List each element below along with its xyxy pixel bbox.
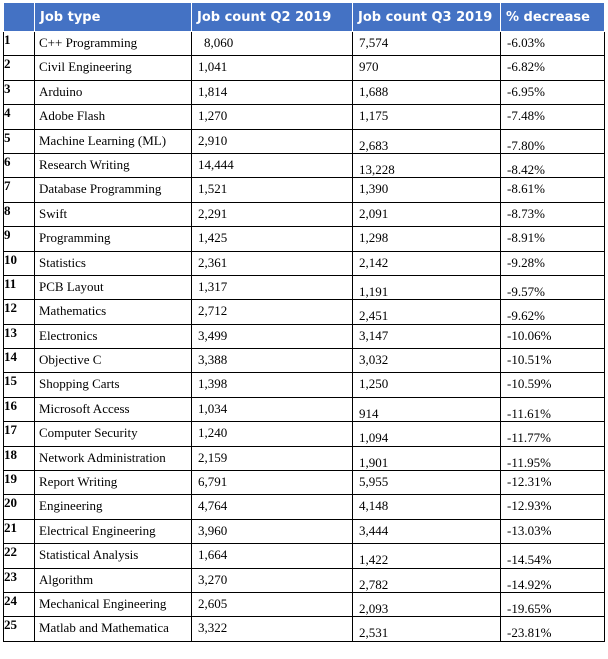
row-index: 20 xyxy=(4,495,35,519)
decrease-cell-text: -14.92% xyxy=(507,576,552,592)
q3-count-cell xyxy=(353,32,501,56)
table-row xyxy=(4,178,605,202)
q2-count-cell-text: 1,240 xyxy=(198,425,228,441)
q2-count-cell xyxy=(192,202,353,226)
q3-count-cell xyxy=(353,178,501,202)
table-row xyxy=(4,275,605,299)
q3-count-cell-text: 2,142 xyxy=(359,254,389,270)
job-type-cell xyxy=(35,300,192,324)
q3-count-cell-text: 2,782 xyxy=(359,576,389,592)
job-type-cell-text: Swift xyxy=(39,205,68,221)
job-type-cell xyxy=(35,227,192,251)
row-index: 10 xyxy=(4,251,35,275)
row-index: 9 xyxy=(4,227,35,251)
job-type-cell-text: Civil Engineering xyxy=(39,59,132,75)
decrease-cell xyxy=(501,32,605,56)
q2-count-cell-text: 1,664 xyxy=(198,547,228,563)
job-type-cell xyxy=(35,153,192,177)
job-type-cell-text: Report Writing xyxy=(39,474,118,490)
header-decrease: % decrease xyxy=(501,3,605,32)
q3-count-cell-text: 4,148 xyxy=(359,498,389,514)
decrease-cell xyxy=(501,397,605,421)
header-job-type: Job type xyxy=(35,3,192,32)
row-index: 4 xyxy=(4,105,35,129)
q2-count-cell xyxy=(192,592,353,616)
table-row xyxy=(4,568,605,592)
table-row xyxy=(4,373,605,397)
row-index: 3 xyxy=(4,80,35,104)
job-type-cell-text: Shopping Carts xyxy=(39,376,120,392)
q2-count-cell xyxy=(192,446,353,470)
decrease-cell-text: -9.62% xyxy=(507,308,545,324)
table-row xyxy=(4,105,605,129)
table-row xyxy=(4,446,605,470)
decrease-cell xyxy=(501,300,605,324)
q3-count-cell-text: 1,298 xyxy=(359,230,389,246)
row-index: 17 xyxy=(4,422,35,446)
job-type-cell xyxy=(35,349,192,373)
row-index: 25 xyxy=(4,617,35,641)
q3-count-cell xyxy=(353,80,501,104)
table-row xyxy=(4,519,605,543)
row-index: 16 xyxy=(4,397,35,421)
q2-count-cell-text: 1,270 xyxy=(198,108,228,124)
table-row xyxy=(4,592,605,616)
decrease-cell-text: -6.95% xyxy=(507,83,545,99)
q2-count-cell-text: 8,060 xyxy=(204,35,234,50)
decrease-cell-text: -12.93% xyxy=(507,498,552,514)
job-type-cell xyxy=(35,544,192,568)
decrease-cell xyxy=(501,178,605,202)
q3-count-cell xyxy=(353,300,501,324)
q3-count-cell xyxy=(353,202,501,226)
q2-count-cell xyxy=(192,519,353,543)
row-index: 18 xyxy=(4,446,35,470)
decrease-cell xyxy=(501,446,605,470)
q2-count-cell-text: 2,159 xyxy=(198,449,228,465)
q2-count-cell-text: 1,041 xyxy=(198,59,228,75)
job-decrease-table xyxy=(3,2,605,642)
row-index: 11 xyxy=(4,275,35,299)
q3-count-cell-text: 2,091 xyxy=(359,205,389,221)
decrease-cell xyxy=(501,80,605,104)
table-row xyxy=(4,422,605,446)
decrease-cell xyxy=(501,519,605,543)
job-type-cell xyxy=(35,202,192,226)
decrease-cell-text: -7.48% xyxy=(507,108,545,124)
job-type-cell xyxy=(35,32,192,56)
decrease-cell-text: -8.61% xyxy=(507,181,545,197)
header-index xyxy=(4,3,35,32)
job-type-cell-text: PCB Layout xyxy=(39,278,104,294)
table-row xyxy=(4,227,605,251)
decrease-cell-text: -8.42% xyxy=(507,161,545,177)
decrease-cell xyxy=(501,56,605,80)
q2-count-cell xyxy=(192,617,353,641)
q2-count-cell xyxy=(192,178,353,202)
row-index: 12 xyxy=(4,300,35,324)
q2-count-cell-text: 1,317 xyxy=(198,278,228,294)
q2-count-cell xyxy=(192,227,353,251)
q3-count-cell-text: 1,094 xyxy=(359,430,389,446)
decrease-cell-text: -10.51% xyxy=(507,352,552,368)
q2-count-cell xyxy=(192,495,353,519)
decrease-cell-text: -10.06% xyxy=(507,327,552,343)
q2-count-cell xyxy=(192,300,353,324)
decrease-cell xyxy=(501,592,605,616)
q3-count-cell-text: 5,955 xyxy=(359,474,389,490)
decrease-cell-text: -12.31% xyxy=(507,474,552,490)
q2-count-cell-text: 6,791 xyxy=(198,474,228,490)
table-row xyxy=(4,153,605,177)
q3-count-cell xyxy=(353,105,501,129)
q3-count-cell-text: 2,531 xyxy=(359,625,389,641)
decrease-cell xyxy=(501,324,605,348)
q2-count-cell xyxy=(192,373,353,397)
decrease-cell-text: -9.28% xyxy=(507,254,545,270)
q3-count-cell-text: 3,032 xyxy=(359,352,389,368)
decrease-cell xyxy=(501,129,605,153)
row-index: 14 xyxy=(4,349,35,373)
table-row xyxy=(4,80,605,104)
q2-count-cell xyxy=(192,32,353,56)
decrease-cell xyxy=(501,544,605,568)
q3-count-cell-text: 13,228 xyxy=(359,161,395,177)
row-index: 22 xyxy=(4,544,35,568)
job-type-cell xyxy=(35,251,192,275)
q2-count-cell xyxy=(192,324,353,348)
job-type-cell xyxy=(35,592,192,616)
job-type-cell-text: Adobe Flash xyxy=(39,108,106,124)
row-index: 2 xyxy=(4,56,35,80)
table-row xyxy=(4,349,605,373)
decrease-cell-text: -11.77% xyxy=(507,430,551,446)
job-type-cell-text: Database Programming xyxy=(39,181,162,197)
q3-count-cell-text: 3,444 xyxy=(359,522,389,538)
row-index: 13 xyxy=(4,324,35,348)
job-type-cell xyxy=(35,129,192,153)
decrease-cell xyxy=(501,105,605,129)
decrease-cell xyxy=(501,373,605,397)
q2-count-cell-text: 1,521 xyxy=(198,181,228,197)
q3-count-cell-text: 1,688 xyxy=(359,83,389,99)
q2-count-cell-text: 2,291 xyxy=(198,205,228,221)
table-row xyxy=(4,56,605,80)
q2-count-cell-text: 2,712 xyxy=(198,303,228,319)
table-row xyxy=(4,617,605,641)
job-type-cell xyxy=(35,178,192,202)
table-row xyxy=(4,495,605,519)
header-q3: Job count Q3 2019 xyxy=(353,3,501,32)
job-type-cell xyxy=(35,324,192,348)
decrease-cell xyxy=(501,568,605,592)
table-row xyxy=(4,471,605,495)
job-type-cell-text: Statistics xyxy=(39,254,86,270)
q3-count-cell xyxy=(353,324,501,348)
table-row xyxy=(4,544,605,568)
q2-count-cell-text: 14,444 xyxy=(198,156,234,172)
job-type-cell xyxy=(35,373,192,397)
job-type-cell xyxy=(35,80,192,104)
q3-count-cell xyxy=(353,397,501,421)
decrease-cell-text: -11.61% xyxy=(507,405,551,421)
decrease-cell-text: -7.80% xyxy=(507,137,545,153)
q2-count-cell xyxy=(192,471,353,495)
row-index: 23 xyxy=(4,568,35,592)
q3-count-cell xyxy=(353,56,501,80)
decrease-cell-text: -8.91% xyxy=(507,230,545,246)
q3-count-cell xyxy=(353,592,501,616)
q2-count-cell-text: 1,814 xyxy=(198,83,228,99)
q2-count-cell-text: 2,361 xyxy=(198,254,228,270)
table-row xyxy=(4,202,605,226)
job-type-cell-text: Research Writing xyxy=(39,156,130,172)
decrease-cell-text: -8.73% xyxy=(507,205,545,221)
job-type-cell xyxy=(35,105,192,129)
decrease-cell xyxy=(501,227,605,251)
job-type-cell-text: C++ Programming xyxy=(39,35,138,50)
decrease-cell xyxy=(501,153,605,177)
q3-count-cell xyxy=(353,349,501,373)
job-type-cell-text: Electrical Engineering xyxy=(39,522,156,538)
table-row xyxy=(4,324,605,348)
q3-count-cell-text: 1,175 xyxy=(359,108,389,124)
table-row xyxy=(4,129,605,153)
job-type-cell-text: Programming xyxy=(39,230,111,246)
q3-count-cell xyxy=(353,519,501,543)
q2-count-cell-text: 3,388 xyxy=(198,352,228,368)
table-body xyxy=(4,32,605,642)
q3-count-cell xyxy=(353,373,501,397)
decrease-cell-text: -10.59% xyxy=(507,376,552,392)
job-type-cell xyxy=(35,275,192,299)
q3-count-cell xyxy=(353,568,501,592)
row-index: 24 xyxy=(4,592,35,616)
decrease-cell xyxy=(501,251,605,275)
job-type-cell-text: Algorithm xyxy=(39,571,94,587)
row-index: 21 xyxy=(4,519,35,543)
job-type-cell xyxy=(35,519,192,543)
q3-count-cell xyxy=(353,153,501,177)
row-index: 1 xyxy=(4,32,35,56)
q2-count-cell xyxy=(192,153,353,177)
q2-count-cell xyxy=(192,349,353,373)
decrease-cell-text: -9.57% xyxy=(507,283,545,299)
q3-count-cell xyxy=(353,275,501,299)
job-type-cell xyxy=(35,568,192,592)
q2-count-cell-text: 1,034 xyxy=(198,400,228,416)
decrease-cell xyxy=(501,422,605,446)
row-index: 6 xyxy=(4,153,35,177)
q2-count-cell-text: 3,960 xyxy=(198,522,228,538)
job-type-cell-text: Electronics xyxy=(39,327,98,343)
q3-count-cell-text: 2,683 xyxy=(359,137,389,153)
q2-count-cell-text: 3,270 xyxy=(198,571,228,587)
q2-count-cell-text: 2,910 xyxy=(198,132,228,148)
decrease-cell-text: -13.03% xyxy=(507,522,552,538)
q2-count-cell-text: 2,605 xyxy=(198,595,228,611)
job-type-cell-text: Objective C xyxy=(39,352,102,368)
q3-count-cell xyxy=(353,471,501,495)
job-type-cell-text: Engineering xyxy=(39,498,103,514)
decrease-cell-text: -6.82% xyxy=(507,59,545,75)
job-type-cell xyxy=(35,446,192,470)
q3-count-cell xyxy=(353,227,501,251)
q3-count-cell-text: 2,451 xyxy=(359,308,389,324)
row-index: 7 xyxy=(4,178,35,202)
q3-count-cell-text: 1,422 xyxy=(359,552,389,568)
q3-count-cell-text: 1,390 xyxy=(359,181,389,197)
table-row xyxy=(4,251,605,275)
q3-count-cell xyxy=(353,422,501,446)
decrease-cell xyxy=(501,617,605,641)
q3-count-cell-text: 1,191 xyxy=(359,283,389,299)
q2-count-cell-text: 1,398 xyxy=(198,376,228,392)
q3-count-cell-text: 914 xyxy=(359,405,379,421)
job-type-cell-text: Microsoft Access xyxy=(39,400,130,416)
q2-count-cell-text: 1,425 xyxy=(198,230,228,246)
q2-count-cell xyxy=(192,129,353,153)
q2-count-cell xyxy=(192,568,353,592)
q3-count-cell-text: 970 xyxy=(359,59,379,75)
table-row xyxy=(4,32,605,56)
q2-count-cell xyxy=(192,544,353,568)
decrease-cell-text: -14.54% xyxy=(507,552,552,568)
q2-count-cell xyxy=(192,80,353,104)
decrease-cell xyxy=(501,349,605,373)
q3-count-cell-text: 1,250 xyxy=(359,376,389,392)
q3-count-cell xyxy=(353,446,501,470)
job-type-cell-text: Network Administration xyxy=(39,449,166,465)
table-row xyxy=(4,300,605,324)
header-q2: Job count Q2 2019 xyxy=(192,3,353,32)
row-index: 19 xyxy=(4,471,35,495)
job-type-cell-text: Machine Learning (ML) xyxy=(39,132,167,148)
q3-count-cell-text: 7,574 xyxy=(359,35,389,50)
decrease-cell-text: -11.95% xyxy=(507,454,551,470)
row-index: 5 xyxy=(4,129,35,153)
job-type-cell-text: Arduino xyxy=(39,83,83,99)
q2-count-cell xyxy=(192,397,353,421)
row-index: 8 xyxy=(4,202,35,226)
q2-count-cell xyxy=(192,56,353,80)
q3-count-cell xyxy=(353,251,501,275)
job-type-cell xyxy=(35,56,192,80)
table-row xyxy=(4,397,605,421)
q3-count-cell xyxy=(353,129,501,153)
q2-count-cell xyxy=(192,105,353,129)
row-index: 15 xyxy=(4,373,35,397)
job-type-cell-text: Statistical Analysis xyxy=(39,547,139,563)
q3-count-cell-text: 1,901 xyxy=(359,454,389,470)
q2-count-cell xyxy=(192,251,353,275)
q2-count-cell-text: 3,499 xyxy=(198,327,228,343)
q3-count-cell xyxy=(353,544,501,568)
decrease-cell xyxy=(501,202,605,226)
job-type-cell-text: Computer Security xyxy=(39,425,138,441)
decrease-cell xyxy=(501,471,605,495)
job-type-cell xyxy=(35,422,192,446)
job-type-cell-text: Matlab and Mathematica xyxy=(39,620,169,636)
q2-count-cell-text: 4,764 xyxy=(198,498,228,514)
job-type-cell-text: Mechanical Engineering xyxy=(39,595,167,611)
job-type-cell xyxy=(35,397,192,421)
q3-count-cell-text: 3,147 xyxy=(359,327,389,343)
q3-count-cell-text: 2,093 xyxy=(359,600,389,616)
header-row xyxy=(4,3,605,32)
q2-count-cell-text: 3,322 xyxy=(198,620,228,636)
q2-count-cell xyxy=(192,275,353,299)
q3-count-cell xyxy=(353,617,501,641)
job-type-cell xyxy=(35,471,192,495)
table-header xyxy=(4,3,605,32)
job-type-cell xyxy=(35,617,192,641)
decrease-cell-text: -6.03% xyxy=(507,35,545,50)
q2-count-cell xyxy=(192,422,353,446)
decrease-cell-text: -19.65% xyxy=(507,600,552,616)
job-type-cell xyxy=(35,495,192,519)
decrease-cell-text: -23.81% xyxy=(507,625,552,641)
decrease-cell xyxy=(501,275,605,299)
decrease-cell xyxy=(501,495,605,519)
job-type-cell-text: Mathematics xyxy=(39,303,107,319)
q3-count-cell xyxy=(353,495,501,519)
